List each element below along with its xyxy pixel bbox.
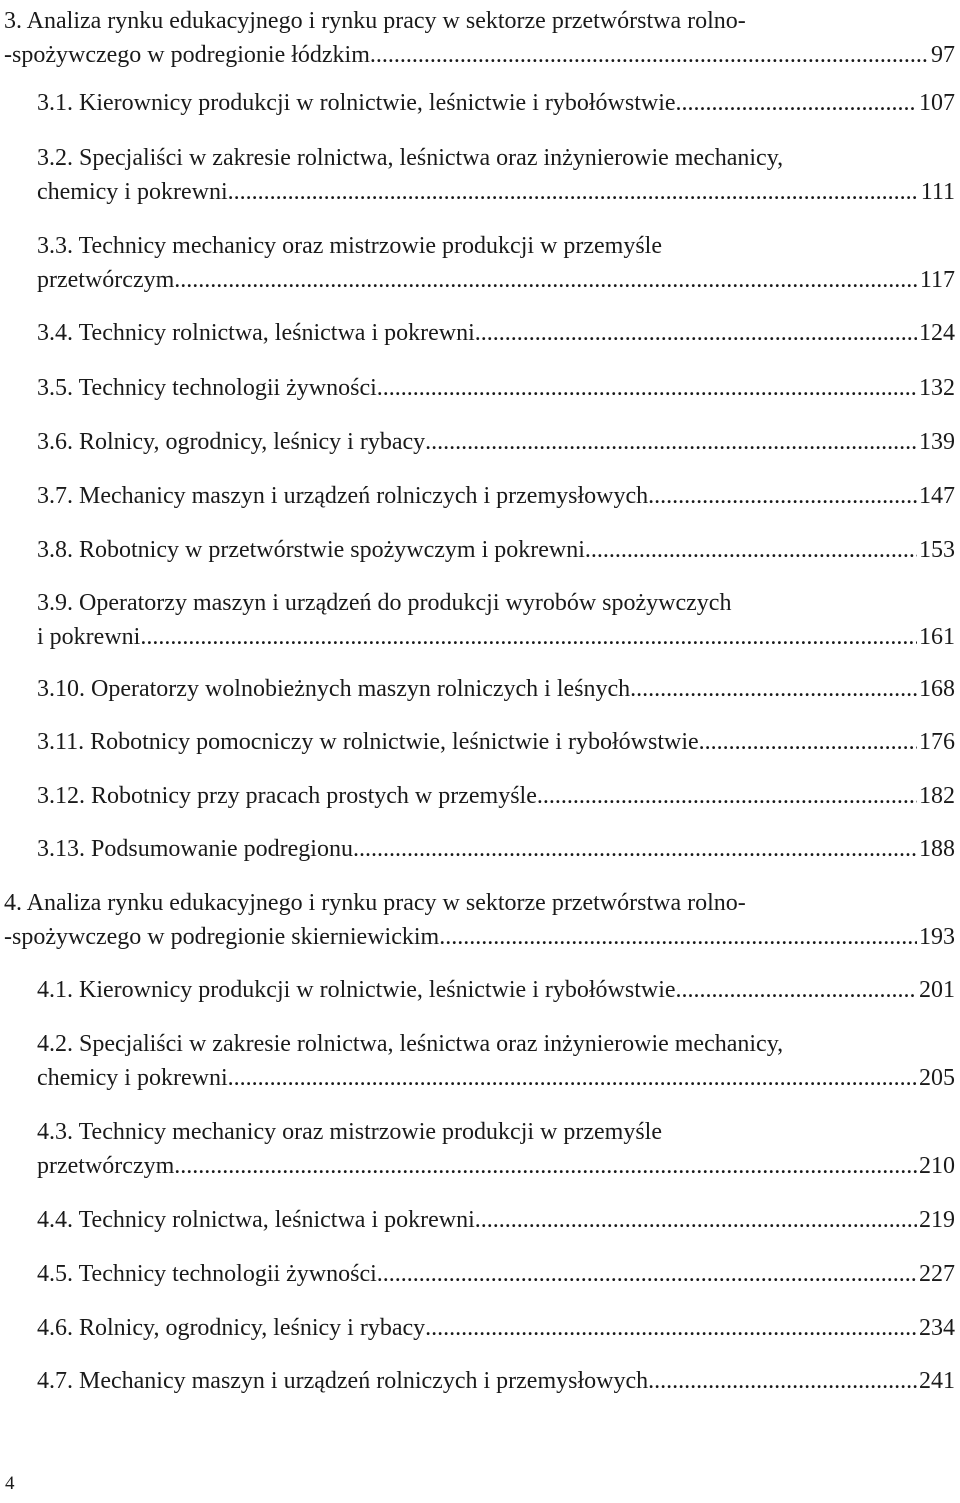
toc-page-number: 124: [919, 320, 955, 346]
toc-entry-line: [0, 141, 955, 175]
toc-entry-line: [0, 229, 955, 263]
toc-entry-line: [0, 1311, 955, 1345]
toc-entry[interactable]: [0, 1203, 955, 1237]
toc-entry-line: [0, 620, 955, 654]
toc-dot-leader: [140, 620, 917, 654]
toc-page-number: 241: [919, 1368, 955, 1394]
toc-page-number: 205: [919, 1065, 955, 1091]
toc-page-number: 132: [919, 375, 955, 401]
toc-dot-leader: [174, 1149, 917, 1183]
toc-dot-leader: [475, 1203, 917, 1237]
toc-entry[interactable]: [0, 886, 955, 954]
toc-entry[interactable]: [0, 779, 955, 813]
toc-entry-line: [0, 779, 955, 813]
toc-entry-title: 3.10. Operatorzy wolnobieżnych maszyn rolniczych i leśnych: [37, 676, 631, 702]
toc-entry-line: [0, 672, 955, 706]
toc-entry-title: i pokrewni: [37, 624, 141, 650]
toc-entry-line: [0, 1061, 955, 1095]
toc-entry[interactable]: [0, 672, 955, 706]
toc-entry-title: 3.13. Podsumowanie podregionu: [37, 836, 353, 862]
toc-page-number: 153: [919, 537, 955, 563]
toc-dot-leader: [377, 1257, 917, 1291]
toc-entry[interactable]: [0, 479, 955, 513]
toc-page-number: 234: [919, 1315, 955, 1341]
toc-page-number: 188: [919, 836, 955, 862]
toc-entry[interactable]: [0, 586, 955, 654]
toc-entry-line: [0, 586, 955, 620]
toc-dot-leader: [676, 973, 917, 1007]
toc-entry[interactable]: [0, 832, 955, 866]
toc-entry-line: [0, 1364, 955, 1398]
toc-page-number: 147: [919, 483, 955, 509]
toc-entry-title: 4.1. Kierownicy produkcji w rolnictwie, leśnictwie i rybołówstwie: [37, 977, 676, 1003]
toc-entry-title: 3.2. Specjaliści w zakresie rolnictwa, leśnictwa oraz inżynierowie mechanicy,: [37, 145, 784, 171]
toc-dot-leader: [439, 920, 917, 954]
toc-page-number: 97: [931, 42, 955, 68]
toc-entry-title: 4.5. Technicy technologii żywności: [37, 1261, 377, 1287]
toc-dot-leader: [676, 86, 917, 120]
toc-dot-leader: [425, 1311, 917, 1345]
toc-page-number: 182: [919, 783, 955, 809]
toc-page-number: 117: [919, 267, 955, 293]
toc-entry-title: 3.1. Kierownicy produkcji w rolnictwie, leśnictwie i rybołówstwie: [37, 90, 676, 116]
toc-entry-title: 3.5. Technicy technologii żywności: [37, 375, 377, 401]
toc-entry-line: [0, 1149, 955, 1183]
toc-dot-leader: [630, 672, 917, 706]
toc-dot-leader: [174, 263, 918, 297]
toc-dot-leader: [699, 725, 917, 759]
toc-entry-title: -spożywczego w podregionie skierniewickim: [4, 924, 440, 950]
toc-entry-title: 4. Analiza rynku edukacyjnego i rynku pracy w sektorze przetwórstwa rolno-: [4, 890, 746, 916]
toc-entry-line: [0, 725, 955, 759]
toc-entry[interactable]: [0, 371, 955, 405]
toc-entry-line: [0, 1027, 955, 1061]
toc-entry[interactable]: [0, 425, 955, 459]
toc-entry-line: [0, 1257, 955, 1291]
toc-entry-title: 4.6. Rolnicy, ogrodnicy, leśnicy i rybacy: [37, 1315, 426, 1341]
toc-entry-title: -spożywczego w podregionie łódzkim: [4, 42, 370, 68]
toc-entry-line: [0, 175, 955, 209]
toc-entry-title: przetwórczym: [37, 267, 175, 293]
toc-entry-title: 3.9. Operatorzy maszyn i urządzeń do produkcji wyrobów spożywczych: [37, 590, 732, 616]
toc-entry[interactable]: [0, 1364, 955, 1398]
toc-entry[interactable]: [0, 4, 955, 72]
toc-entry[interactable]: [0, 533, 955, 567]
toc-entry-title: 3.4. Technicy rolnictwa, leśnictwa i pokrewni: [37, 320, 475, 346]
toc-dot-leader: [370, 38, 929, 72]
toc-entry-title: 4.2. Specjaliści w zakresie rolnictwa, leśnictwa oraz inżynierowie mechanicy,: [37, 1031, 784, 1057]
toc-page-number: 201: [919, 977, 955, 1003]
toc-dot-leader: [228, 1061, 917, 1095]
toc-page-number: 161: [919, 624, 955, 650]
toc-dot-leader: [648, 1364, 917, 1398]
toc-entry-title: 3.7. Mechanicy maszyn i urządzeń rolniczych i przemysłowych: [37, 483, 649, 509]
toc-entry-title: 3.12. Robotnicy przy pracach prostych w przemyśle: [37, 783, 537, 809]
toc-dot-leader: [475, 316, 917, 350]
toc-dot-leader: [537, 779, 917, 813]
toc-page-number: 227: [919, 1261, 955, 1287]
toc-entry-line: [0, 316, 955, 350]
toc-entry[interactable]: [0, 1311, 955, 1345]
toc-dot-leader: [377, 371, 917, 405]
toc-entry[interactable]: [0, 1027, 955, 1095]
toc-entry-title: 4.3. Technicy mechanicy oraz mistrzowie produkcji w przemyśle: [37, 1119, 662, 1145]
page-number: 4: [5, 1473, 15, 1494]
toc-dot-leader: [648, 479, 917, 513]
toc-entry[interactable]: [0, 229, 955, 297]
toc-page-number: 139: [919, 429, 955, 455]
toc-entry-line: [0, 973, 955, 1007]
toc-page-number: 168: [919, 676, 955, 702]
toc-entry-line: [0, 1203, 955, 1237]
toc-entry[interactable]: [0, 86, 955, 120]
toc-entry-title: chemicy i pokrewni: [37, 1065, 228, 1091]
toc-entry-title: 4.4. Technicy rolnictwa, leśnictwa i pokrewni: [37, 1207, 475, 1233]
toc-entry[interactable]: [0, 973, 955, 1007]
toc-entry-title: 3. Analiza rynku edukacyjnego i rynku pracy w sektorze przetwórstwa rolno-: [4, 8, 746, 34]
toc-entry-title: 3.3. Technicy mechanicy oraz mistrzowie produkcji w przemyśle: [37, 233, 662, 259]
toc-entry-title: 3.6. Rolnicy, ogrodnicy, leśnicy i rybacy: [37, 429, 426, 455]
toc-entry-title: chemicy i pokrewni: [37, 179, 228, 205]
toc-entry-title: 3.11. Robotnicy pomocniczy w rolnictwie, leśnictwie i rybołówstwie: [37, 729, 699, 755]
toc-entry[interactable]: [0, 1257, 955, 1291]
toc-entry-line: [0, 38, 955, 72]
toc-entry-line: [0, 886, 955, 920]
toc-page-number: 210: [919, 1153, 955, 1179]
toc-entry-line: [0, 4, 955, 38]
toc-entry-line: [0, 371, 955, 405]
toc-page-number: 107: [919, 90, 955, 116]
toc-entry-line: [0, 533, 955, 567]
toc-entry-title: przetwórczym: [37, 1153, 175, 1179]
toc-entry-title: 4.7. Mechanicy maszyn i urządzeń rolniczych i przemysłowych: [37, 1368, 649, 1394]
toc-dot-leader: [425, 425, 917, 459]
toc-entry-line: [0, 425, 955, 459]
toc-entry[interactable]: [0, 725, 955, 759]
toc-entry-line: [0, 86, 955, 120]
toc-dot-leader: [353, 832, 917, 866]
toc-entry[interactable]: [0, 1115, 955, 1183]
toc-entry-line: [0, 1115, 955, 1149]
toc-entry[interactable]: [0, 141, 955, 209]
toc-entry-line: [0, 920, 955, 954]
toc-page-number: 176: [919, 729, 955, 755]
toc-dot-leader: [585, 533, 917, 567]
toc-entry-line: [0, 479, 955, 513]
toc-entry[interactable]: [0, 316, 955, 350]
toc-page-number: 219: [919, 1207, 955, 1233]
toc-entry-title: 3.8. Robotnicy w przetwórstwie spożywczym i pokrewni: [37, 537, 585, 563]
toc-entry-line: [0, 832, 955, 866]
toc-dot-leader: [228, 175, 919, 209]
toc-entry-line: [0, 263, 955, 297]
toc-page-number: 193: [919, 924, 955, 950]
toc-page-number: 111: [920, 179, 955, 205]
